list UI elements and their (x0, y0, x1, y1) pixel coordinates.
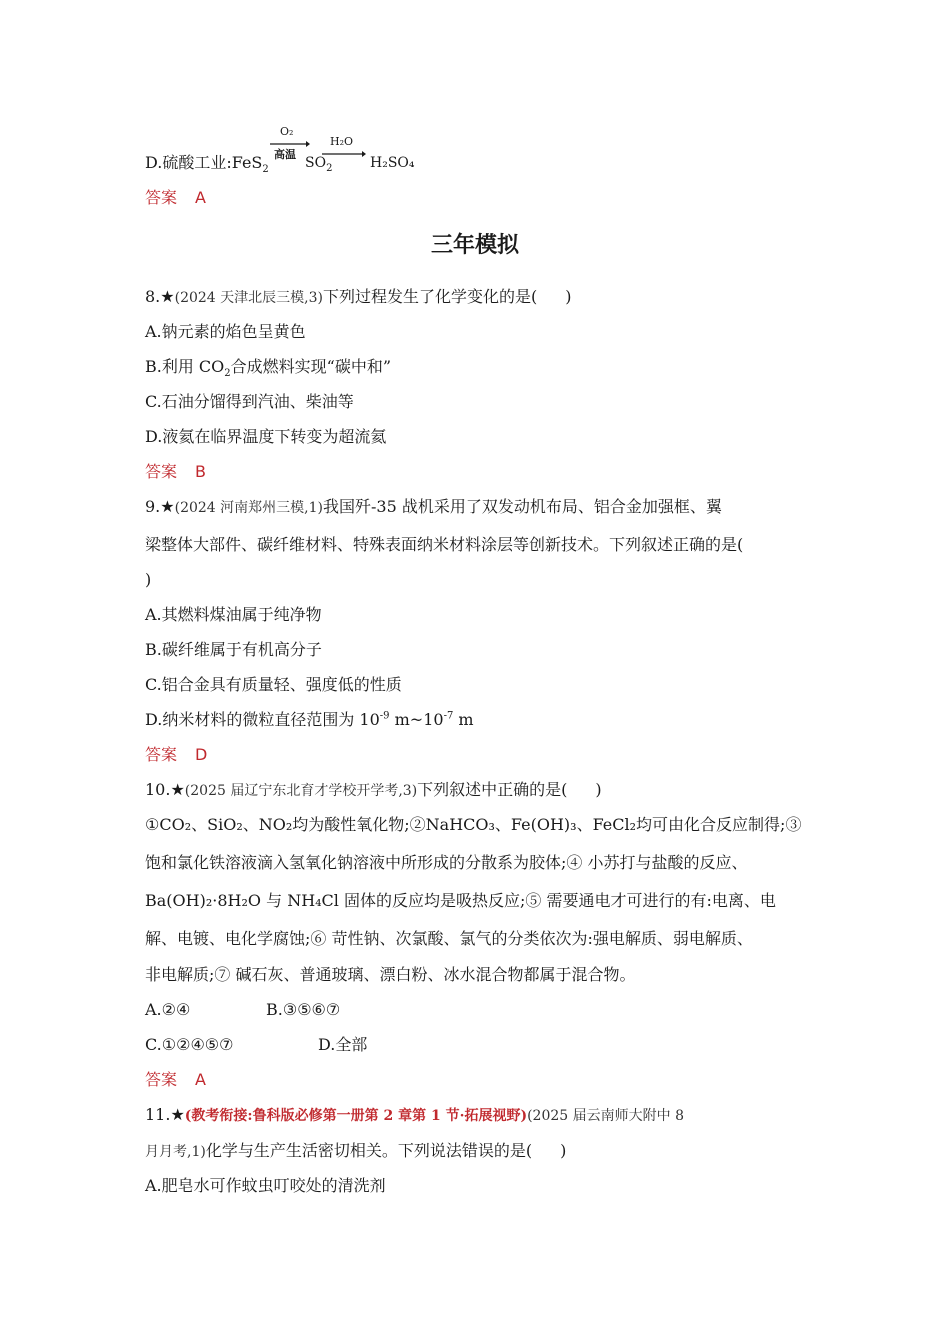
q7-option-d: D.硫酸工业:FeS$_2$ (145, 153, 269, 176)
q10-line-5: 非电解质;⑦ 碱石灰、普通玻璃、漂白粉、冰水混合物都属于混合物。 (145, 965, 636, 984)
q9-answer: 答案 D (145, 745, 208, 764)
q8-option-c: C.石油分馏得到汽油、柴油等 (145, 392, 354, 411)
star-icon: ★ (170, 780, 185, 799)
q8-stem: 8.★(2024 天津北辰三模,3)下列过程发生了化学变化的是( ) (145, 287, 572, 306)
q10-option-d: D.全部 (318, 1035, 368, 1054)
q7-arrow2-icon (322, 150, 366, 158)
q10-option-a: A.②④ (145, 1000, 191, 1019)
q8-option-a: A.钠元素的焰色呈黄色 (145, 322, 306, 341)
q9-stem-3: ) (145, 570, 152, 589)
q10-stem: 10.★(2025 届辽宁东北育才学校开学考,3)下列叙述中正确的是( ) (145, 780, 602, 799)
q7-arrow1-bottom: 高温 (274, 148, 296, 161)
q11-stem-2: 月月考,1)化学与生产生活密切相关。下列说法错误的是( ) (145, 1141, 567, 1160)
q10-option-c: C.①②④⑤⑦ (145, 1035, 234, 1054)
q8-answer: 答案 B (145, 462, 206, 481)
star-icon: ★ (170, 1105, 185, 1124)
q10-line-1: ①CO₂、SiO₂、NO₂均为酸性氧化物;②NaHCO₃、Fe(OH)₃、FeCl₂均可由化合反应制得;③ (145, 815, 802, 834)
q11-tag: (教考衔接:鲁科版必修第一册第 2 章第 1 节·拓展视野) (184, 1108, 528, 1124)
star-icon: ★ (160, 287, 175, 306)
q10-line-3: Ba(OH)₂·8H₂O 与 NH₄Cl 固体的反应均是吸热反应;⑤ 需要通电才可进行的有:电离、电 (145, 891, 776, 910)
q8-option-d: D.液氦在临界温度下转变为超流氦 (145, 427, 387, 446)
q9-option-b: B.碳纤维属于有机高分子 (145, 640, 322, 659)
q7-answer: 答案 A (145, 188, 206, 207)
q9-stem-1: 9.★(2024 河南郑州三模,1)我国歼-35 战机采用了双发动机布局、铝合金加强框、翼 (145, 497, 722, 516)
q10-line-4: 解、电镀、电化学腐蚀;⑥ 苛性钠、次氯酸、氯气的分类依次为:强电解质、弱电解质、 (145, 929, 753, 948)
q10-option-b: B.③⑤⑥⑦ (266, 1000, 341, 1019)
q11-option-a: A.肥皂水可作蚊虫叮咬处的清洗剂 (145, 1176, 386, 1195)
q9-stem-2: 梁整体大部件、碳纤维材料、特殊表面纳米材料涂层等创新技术。下列叙述正确的是( (145, 535, 744, 554)
q10-answer: 答案 A (145, 1070, 206, 1089)
q7-arrow2-top: H₂O (330, 135, 354, 148)
q7-arrow1-top: O₂ (280, 125, 294, 138)
q10-line-2: 饱和氯化铁溶液滴入氢氧化钠溶液中所形成的分散系为胶体;④ 小苏打与盐酸的反应、 (145, 853, 748, 872)
q9-option-a: A.其燃料煤油属于纯净物 (145, 605, 322, 624)
q9-option-c: C.铝合金具有质量轻、强度低的性质 (145, 675, 402, 694)
q11-stem-1: 11.★(教考衔接:鲁科版必修第一册第 2 章第 1 节·拓展视野)(2025 届云南师大附中 8 (145, 1105, 684, 1124)
q9-option-d: D.纳米材料的微粒直径范围为 $10^{-9}$ $m\sim 10^{-7}$ m (145, 710, 474, 729)
star-icon: ★ (160, 497, 175, 516)
q8-option-b: B.利用 $CO_2$合成燃料实现“碳中和” (145, 357, 392, 380)
section-title: 三年模拟 (430, 233, 519, 258)
q7-mid: $SO_2$ (305, 155, 333, 174)
q7-end: H₂SO₄ (370, 155, 415, 171)
